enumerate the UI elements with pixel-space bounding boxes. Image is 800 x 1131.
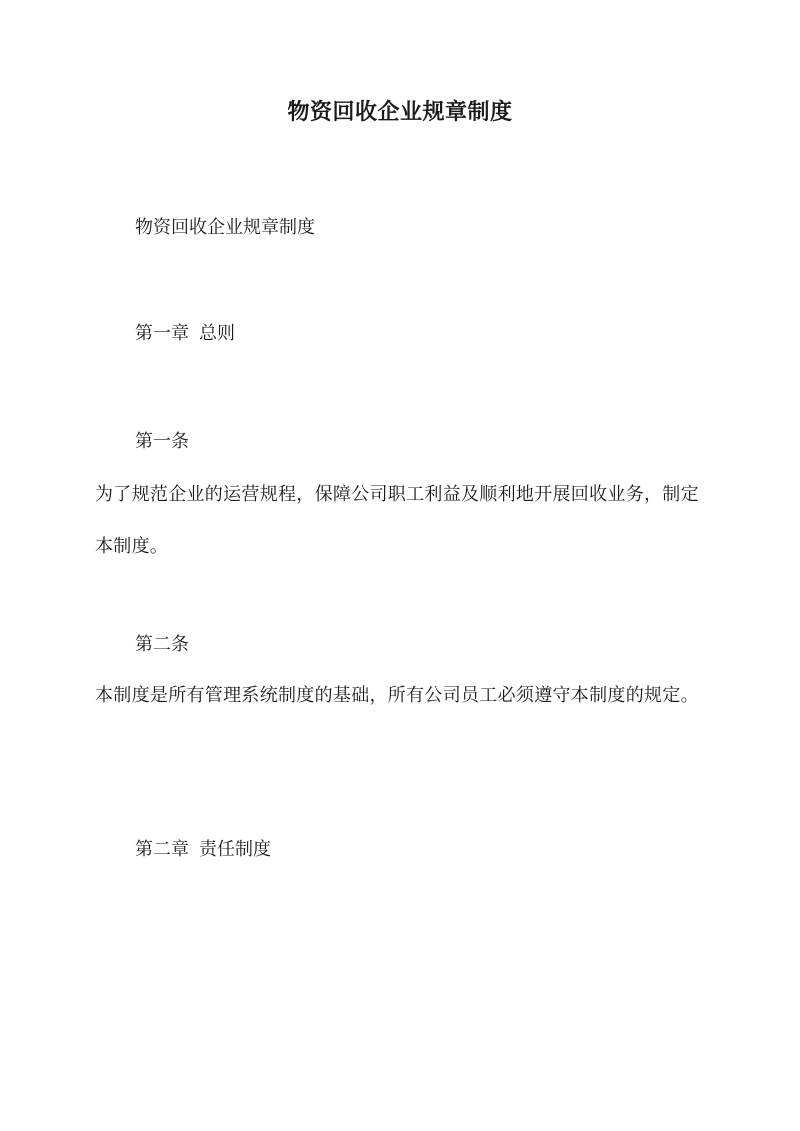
chapter-name: 总则	[199, 323, 235, 344]
document-subtitle: 物资回收企业规章制度	[135, 217, 315, 238]
document-title: 物资回收企业规章制度	[287, 99, 513, 125]
chapter-heading	[135, 836, 271, 864]
chapter-number: 第二章	[135, 839, 189, 860]
chapter-number: 第一章	[135, 323, 189, 344]
article-text: 为了规范企业的运营规程，保障公司职工利益及顺利地开展回收业务，制定本制度。	[95, 484, 699, 557]
article-text: 本制度是所有管理系统制度的基础，所有公司员工必须遵守本制度的规定。	[95, 685, 699, 706]
chapter-heading	[135, 320, 235, 348]
article-label: 第一条	[135, 431, 189, 452]
article-label: 第二条	[135, 634, 189, 655]
chapter-name: 责任制度	[199, 839, 271, 860]
